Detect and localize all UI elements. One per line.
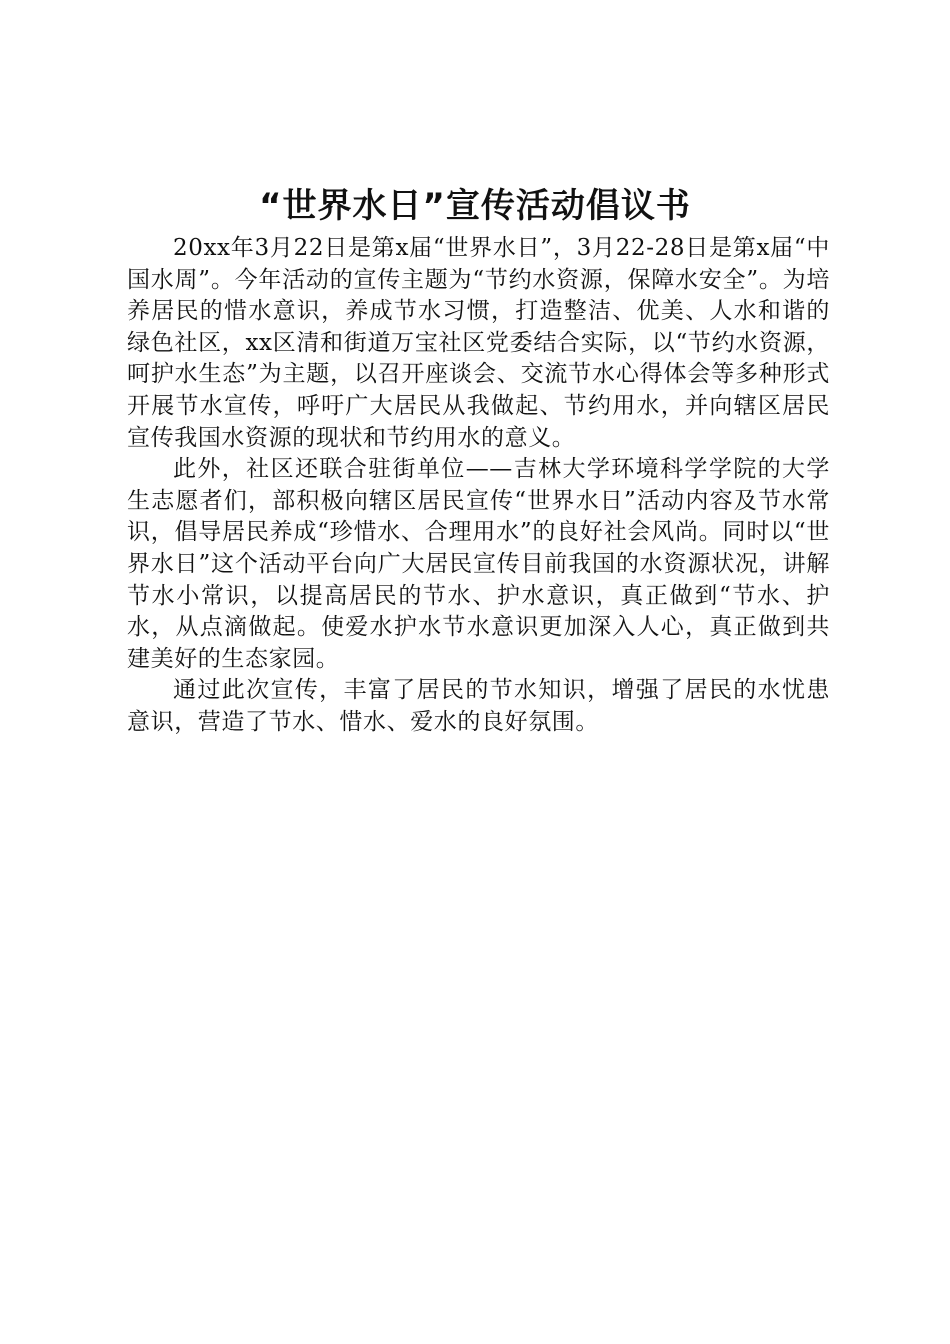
paragraph-3: 通过此次宣传，丰富了居民的节水知识，增强了居民的水忧患意识，营造了节水、惜水、爱水的良好氛围。 <box>127 677 830 735</box>
paragraph-1: 20xx年3月22日是第x届“世界水日”，3月22-28日是第x届“中国水周”。今年活动的宣传主题为“节约水资源，保障水安全”。为培养居民的惜水意识，养成节水习惯，打造整洁、优美、人水和谐的绿色社区，xx区清和街道万宝社区党委结合实际，以“节约水资源，呵护水生态”为主题，以召开座谈会、交流节水心得体会等多种形式开展节水宣传，呼吁广大居民从我做起、节约用水，并向辖区居民宣传我国水资源的现状和节约用水的意义。 <box>127 235 830 451</box>
document-body <box>127 233 830 739</box>
paragraph-2: 此外，社区还联合驻街单位——吉林大学环境科学学院的大学生志愿者们，部积极向辖区居民宣传“世界水日”活动内容及节水常识，倡导居民养成“珍惜水、合理用水”的良好社会风尚。同时以“世界水日”这个活动平台向广大居民宣传目前我国的水资源状况，讲解节水小常识，以提高居民的节水、护水意识，真正做到“节水、护水，从点滴做起。使爱水护水节水意识更加深入人心，真正做到共建美好的生态家园。 <box>127 456 830 672</box>
document-title: “世界水日”宣传活动倡议书 <box>259 186 691 226</box>
